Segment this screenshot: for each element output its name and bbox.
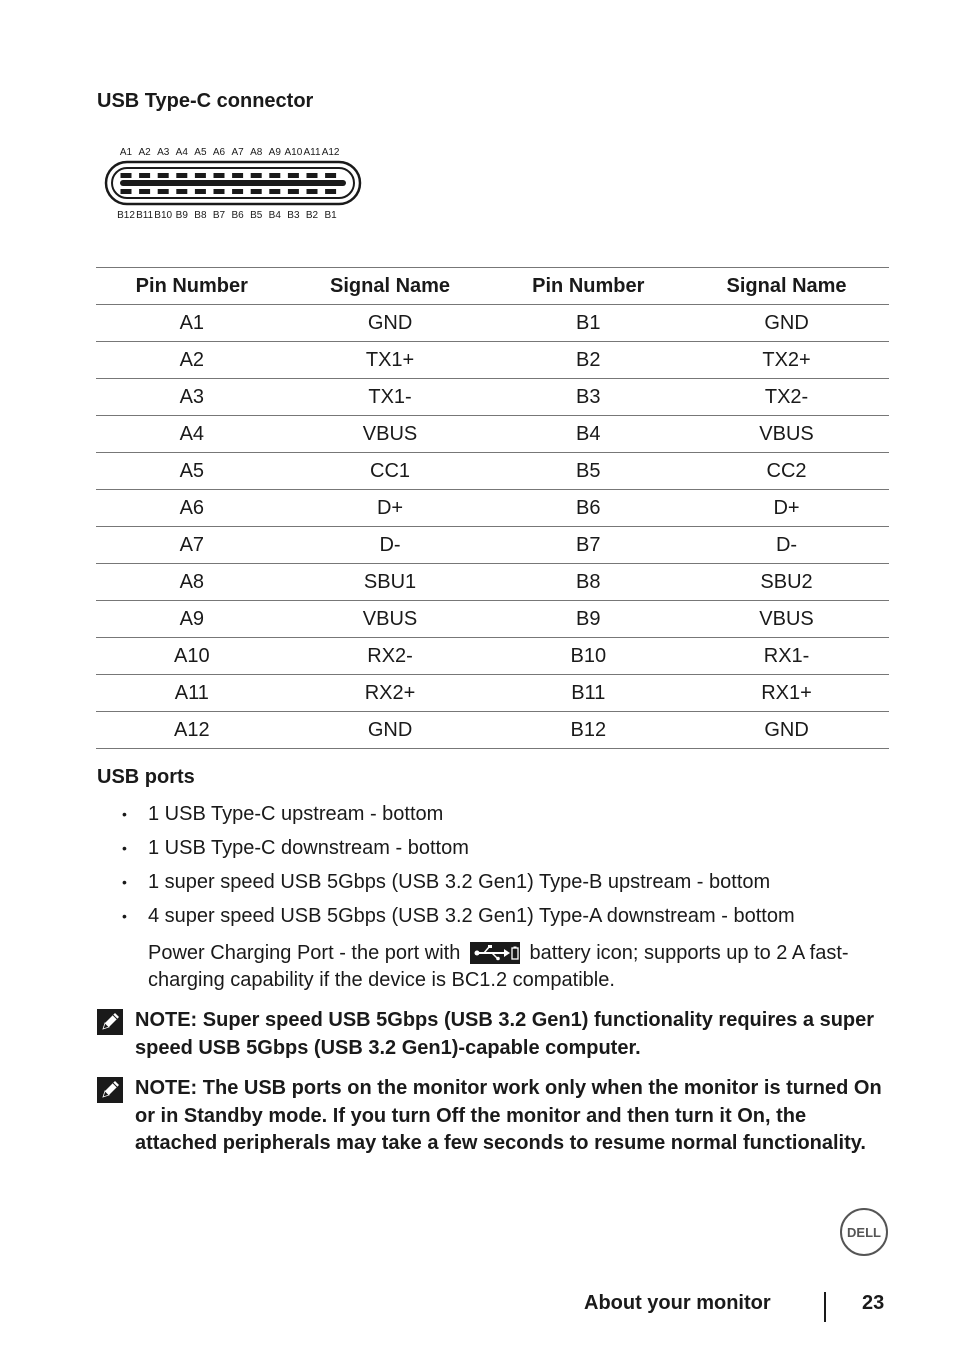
usb-ports-heading: USB ports [97,766,195,788]
pin-label: A2 [138,147,151,158]
pin-label: A12 [321,147,340,158]
table-row [96,490,889,527]
pin-label: A10 [284,147,303,158]
pin-label: B10 [154,210,173,221]
cell-pin-number-a: A4 [96,416,288,453]
table-row [96,453,889,490]
cell-signal-name-a: D- [288,527,493,564]
cell-pin-number-b: B10 [492,638,684,675]
bullet-icon: • [122,908,127,924]
table-row [96,675,889,712]
list-item [120,798,880,832]
header-pin-number-a: Pin Number [96,268,288,305]
cell-signal-name-b: RX1+ [684,675,889,712]
pin-label: B4 [268,210,281,221]
bullet-icon: • [122,874,127,890]
list-item [120,832,880,866]
table-row [96,638,889,675]
table-row [96,527,889,564]
pin-contact [232,173,243,178]
cell-pin-number-b: B2 [492,342,684,379]
top-pin-labels [120,147,340,158]
cell-signal-name-b: RX1- [684,638,889,675]
pin-label: B11 [136,210,154,221]
cell-pin-number-a: A12 [96,712,288,749]
cell-pin-number-b: B7 [492,527,684,564]
cell-signal-name-b: GND [684,305,889,342]
pin-contact [325,189,336,194]
pin-contact [325,173,336,178]
usb-battery-icon [470,942,520,964]
cell-pin-number-b: B11 [492,675,684,712]
pin-label: A4 [175,147,188,158]
pin-assignment-table [96,267,889,749]
note-usb-power-state [97,1075,892,1158]
cell-signal-name-b: GND [684,712,889,749]
connector-tongue [120,180,346,186]
connector-heading: USB Type-C connector [97,90,314,112]
cell-pin-number-a: A5 [96,453,288,490]
pin-contact [195,189,206,194]
cell-pin-number-a: A10 [96,638,288,675]
cell-signal-name-a: RX2+ [288,675,493,712]
cell-signal-name-b: D- [684,527,889,564]
pin-label: A11 [303,147,321,158]
pin-contact [288,173,299,178]
cell-pin-number-a: A8 [96,564,288,601]
pin-label: B2 [305,210,319,221]
pencil-note-icon [97,1077,123,1103]
pin-label: B9 [175,210,188,221]
dell-logo-text: DELL [847,1225,881,1240]
table-row [96,416,889,453]
cell-signal-name-b: VBUS [684,601,889,638]
pin-contact [251,173,262,178]
pin-contact [139,173,150,178]
cell-pin-number-a: A7 [96,527,288,564]
pin-contact [288,189,299,194]
pin-label: B6 [231,210,244,221]
cell-signal-name-a: GND [288,712,493,749]
pencil-note-icon [97,1009,123,1035]
table-row [96,379,889,416]
pin-label: B5 [250,210,263,221]
cell-signal-name-b: TX2- [684,379,889,416]
pin-contact [139,189,150,194]
cell-pin-number-b: B5 [492,453,684,490]
cell-pin-number-b: B8 [492,564,684,601]
port-item-text: 1 USB Type-C downstream - bottom [148,837,469,859]
pin-contact [176,173,187,178]
cell-signal-name-a: D+ [288,490,493,527]
note-text: NOTE: The USB ports on the monitor work only when the monitor is turned On or in Standby mode. If you turn Off the monitor and then turn it On, the attached peripherals may take a few seconds to resume normal functionality. [135,1077,882,1154]
port-item-text: 4 super speed USB 5Gbps (USB 3.2 Gen1) Type-A downstream - bottom [148,905,795,927]
cell-signal-name-a: VBUS [288,601,493,638]
cell-signal-name-b: D+ [684,490,889,527]
port-item-text: 1 USB Type-C upstream - bottom [148,803,444,825]
pin-contact [269,173,280,178]
pin-label: B1 [324,210,337,221]
list-item [120,866,880,900]
pin-contact [158,173,169,178]
cell-signal-name-b: SBU2 [684,564,889,601]
cell-pin-number-a: A6 [96,490,288,527]
table-row [96,601,889,638]
cell-pin-number-a: A3 [96,379,288,416]
pin-contact [251,189,262,194]
cell-signal-name-a: GND [288,305,493,342]
charging-text-after: battery icon; supports up to 2 A fast-charging capability if the device is BC1.2 compatible. [148,942,849,991]
pin-contact [269,189,280,194]
pin-label: A5 [194,147,207,158]
table-header-row [96,268,889,305]
pin-label: A8 [250,147,263,158]
cell-signal-name-a: CC1 [288,453,493,490]
header-pin-number-b: Pin Number [492,268,684,305]
pin-label: A7 [231,147,244,158]
header-signal-name-a: Signal Name [288,268,493,305]
footer-divider [824,1292,826,1322]
cell-pin-number-a: A1 [96,305,288,342]
cell-pin-number-b: B6 [492,490,684,527]
table-row [96,342,889,379]
cell-pin-number-b: B12 [492,712,684,749]
note-text: NOTE: Super speed USB 5Gbps (USB 3.2 Gen1) functionality requires a super speed USB 5Gbps (USB 3.2 Gen1)-capable computer. [135,1009,875,1059]
pin-contact [121,189,132,194]
pin-label: B3 [287,210,300,221]
pin-label: B8 [194,210,207,221]
pin-label: A1 [119,147,133,158]
cell-signal-name-a: TX1- [288,379,493,416]
top-pin-contacts [121,173,337,178]
cell-signal-name-a: SBU1 [288,564,493,601]
cell-signal-name-a: TX1+ [288,342,493,379]
bullet-icon: • [122,840,127,856]
pin-label: A6 [212,147,226,158]
pin-contact [232,189,243,194]
pin-contact [214,189,225,194]
usb-type-c-connector-diagram [104,142,364,222]
footer-section-title: About your monitor [584,1292,771,1314]
page-number: 23 [862,1292,885,1314]
port-item-text: 1 super speed USB 5Gbps (USB 3.2 Gen1) Type-B upstream - bottom [148,871,771,893]
pin-label: B12 [117,210,135,221]
pin-contact [121,173,132,178]
cell-pin-number-b: B3 [492,379,684,416]
table-row [96,305,889,342]
table-row [96,564,889,601]
bottom-pin-contacts [121,189,337,194]
cell-signal-name-a: VBUS [288,416,493,453]
list-item [120,900,880,934]
charging-text-before: Power Charging Port - the port with [148,942,461,964]
dell-logo [838,1206,890,1258]
pin-contact [158,189,169,194]
pin-contact [307,173,318,178]
cell-pin-number-b: B4 [492,416,684,453]
bullet-icon: • [122,806,127,822]
usb-ports-list [120,798,880,934]
cell-pin-number-b: B9 [492,601,684,638]
pin-label: A3 [157,147,170,158]
cell-signal-name-a: RX2- [288,638,493,675]
note-usb-speed [97,1007,892,1062]
pin-contact [214,173,225,178]
bottom-pin-labels [117,210,337,221]
pin-contact [195,173,206,178]
pin-label: A9 [268,147,281,158]
pin-contact [307,189,318,194]
cell-pin-number-a: A2 [96,342,288,379]
cell-pin-number-b: B1 [492,305,684,342]
pin-label: B7 [212,210,226,221]
header-signal-name-b: Signal Name [684,268,889,305]
cell-signal-name-b: CC2 [684,453,889,490]
cell-signal-name-b: TX2+ [684,342,889,379]
power-charging-port-text [148,940,878,994]
cell-pin-number-a: A11 [96,675,288,712]
cell-pin-number-a: A9 [96,601,288,638]
cell-signal-name-b: VBUS [684,416,889,453]
pin-contact [176,189,187,194]
table-row [96,712,889,749]
